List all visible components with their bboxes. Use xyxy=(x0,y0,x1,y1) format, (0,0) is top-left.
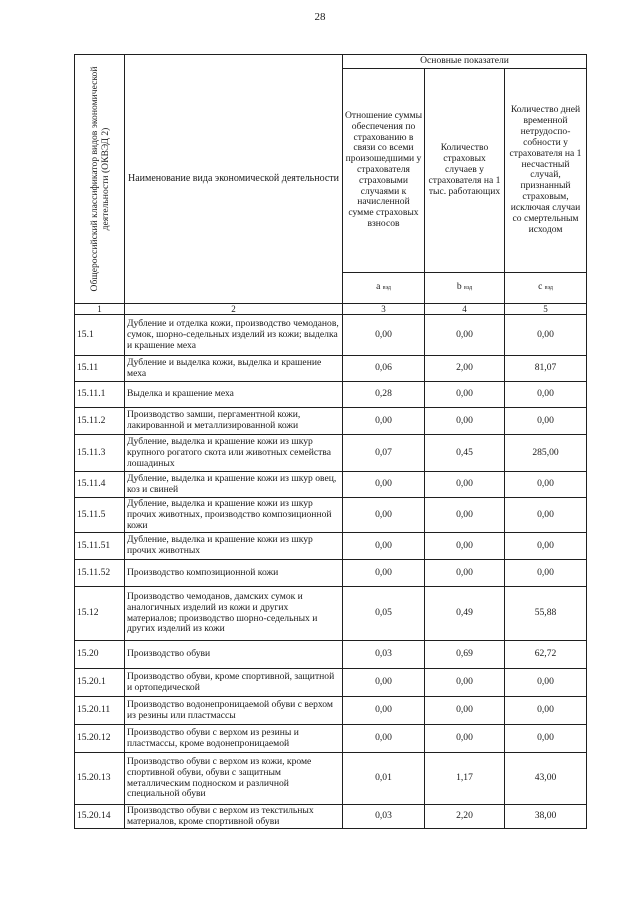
row-value-a: 0,00 xyxy=(343,533,425,560)
row-name: Производство обуви с верхом из текстильных материалов, кроме спортивной обуви xyxy=(125,805,343,829)
row-value-a: 0,00 xyxy=(343,560,425,587)
header-col4: Количество страховых случаев у страхователя на 1 тыс. работающих xyxy=(425,69,505,273)
row-value-b: 0,00 xyxy=(425,725,505,753)
header-col5: Количество дней временной нетрудоспо-собности у страхователя на 1 несчастный случай, признанный страховым, исключая случаи со смертельным исходом xyxy=(505,69,587,273)
row-value-b: 0,49 xyxy=(425,587,505,641)
row-value-a: 0,00 xyxy=(343,498,425,533)
table-row xyxy=(75,725,587,753)
row-name: Дубление, выделка и крашение кожи из шкур овец, коз и свиней xyxy=(125,472,343,498)
row-value-b: 2,20 xyxy=(425,805,505,829)
row-value-a: 0,05 xyxy=(343,587,425,641)
row-value-b: 0,00 xyxy=(425,408,505,435)
table-row xyxy=(75,435,587,472)
row-code: 15.11.51 xyxy=(75,533,125,560)
table-row xyxy=(75,533,587,560)
row-code: 15.1 xyxy=(75,315,125,356)
row-name: Дубление и отделка кожи, производство чемоданов, сумок, шорно-седельных изделий из кожи; выделка и крашение меха xyxy=(125,315,343,356)
row-code: 15.11.3 xyxy=(75,435,125,472)
table-row xyxy=(75,356,587,382)
row-value-a: 0,00 xyxy=(343,472,425,498)
row-value-c: 0,00 xyxy=(505,669,587,697)
row-value-c: 285,00 xyxy=(505,435,587,472)
header-main-indicators: Основные показатели xyxy=(343,55,587,69)
row-code: 15.11.5 xyxy=(75,498,125,533)
row-value-a: 0,00 xyxy=(343,697,425,725)
header-activity-name: Наименование вида экономической деятельности xyxy=(125,55,343,304)
row-value-c: 38,00 xyxy=(505,805,587,829)
row-value-b: 0,00 xyxy=(425,697,505,725)
row-value-c: 0,00 xyxy=(505,408,587,435)
row-value-b: 0,69 xyxy=(425,641,505,669)
row-name: Производство композиционной кожи xyxy=(125,560,343,587)
column-number: 1 xyxy=(75,304,125,315)
row-value-a: 0,00 xyxy=(343,669,425,697)
row-code: 15.20.12 xyxy=(75,725,125,753)
header-sym5: c вэд xyxy=(505,272,587,303)
row-value-a: 0,00 xyxy=(343,725,425,753)
row-name: Производство обуви, кроме спортивной, защитной и ортопедической xyxy=(125,669,343,697)
row-value-c: 0,00 xyxy=(505,382,587,408)
row-code: 15.11.52 xyxy=(75,560,125,587)
row-code: 15.20.1 xyxy=(75,669,125,697)
row-value-b: 0,00 xyxy=(425,533,505,560)
row-value-a: 0,28 xyxy=(343,382,425,408)
row-value-c: 0,00 xyxy=(505,697,587,725)
column-number: 4 xyxy=(425,304,505,315)
table-body xyxy=(75,315,587,829)
row-code: 15.20.13 xyxy=(75,753,125,805)
row-code: 15.20.11 xyxy=(75,697,125,725)
row-name: Производство обуви с верхом из кожи, кроме спортивной обуви, обуви с защитным металлическим подноском и различной специальной обуви xyxy=(125,753,343,805)
row-value-c: 55,88 xyxy=(505,587,587,641)
column-number: 5 xyxy=(505,304,587,315)
row-name: Дубление, выделка и крашение кожи из шкур прочих животных xyxy=(125,533,343,560)
table-row xyxy=(75,408,587,435)
page-number: 28 xyxy=(314,11,326,23)
table-row xyxy=(75,560,587,587)
row-name: Производство чемоданов, дамских сумок и аналогичных изделий из кожи и других материалов; производство шорно-седельных и других изделий из кожи xyxy=(125,587,343,641)
row-value-a: 0,03 xyxy=(343,641,425,669)
header-sym4: b вэд xyxy=(425,272,505,303)
header-okved-text: Общероссийский классификатор видов экономической деятельности (ОКВЭД 2) xyxy=(88,66,111,292)
row-code: 15.12 xyxy=(75,587,125,641)
row-value-c: 0,00 xyxy=(505,725,587,753)
row-value-c: 43,00 xyxy=(505,753,587,805)
table-row xyxy=(75,382,587,408)
row-code: 15.11 xyxy=(75,356,125,382)
row-value-b: 0,45 xyxy=(425,435,505,472)
table-row xyxy=(75,472,587,498)
row-name: Дубление, выделка и крашение кожи из шкур крупного рогатого скота или животных семейства лошадиных xyxy=(125,435,343,472)
row-name: Дубление, выделка и крашение кожи из шкур прочих животных, производство композиционной кожи xyxy=(125,498,343,533)
row-value-b: 2,00 xyxy=(425,356,505,382)
row-value-a: 0,07 xyxy=(343,435,425,472)
column-numbers-row xyxy=(75,304,587,315)
row-code: 15.11.4 xyxy=(75,472,125,498)
row-name: Выделка и крашение меха xyxy=(125,382,343,408)
row-value-c: 81,07 xyxy=(505,356,587,382)
row-name: Производство обуви с верхом из резины и пластмассы, кроме водонепроницаемой xyxy=(125,725,343,753)
row-name: Производство обуви xyxy=(125,641,343,669)
table-row xyxy=(75,498,587,533)
row-name: Дубление и выделка кожи, выделка и крашение меха xyxy=(125,356,343,382)
row-value-a: 0,00 xyxy=(343,408,425,435)
table-row xyxy=(75,697,587,725)
row-value-c: 62,72 xyxy=(505,641,587,669)
column-number: 2 xyxy=(125,304,343,315)
row-value-c: 0,00 xyxy=(505,560,587,587)
row-value-b: 0,00 xyxy=(425,498,505,533)
header-col3: Отношение суммы обеспечения по страхованию в связи со всеми произошедшими у страхователя страховыми случаями к начисленной сумме страховых взносов xyxy=(343,69,425,273)
row-value-a: 0,00 xyxy=(343,315,425,356)
row-name: Производство замши, пергаментной кожи, лакированной и металлизированной кожи xyxy=(125,408,343,435)
table-row xyxy=(75,587,587,641)
row-value-b: 0,00 xyxy=(425,315,505,356)
row-value-b: 0,00 xyxy=(425,382,505,408)
row-value-b: 1,17 xyxy=(425,753,505,805)
indicators-table xyxy=(74,54,587,829)
row-value-b: 0,00 xyxy=(425,560,505,587)
row-value-c: 0,00 xyxy=(505,498,587,533)
table-row xyxy=(75,669,587,697)
table-row xyxy=(75,641,587,669)
table-row xyxy=(75,805,587,829)
column-number: 3 xyxy=(343,304,425,315)
row-code: 15.20.14 xyxy=(75,805,125,829)
header-sym3: а вэд xyxy=(343,272,425,303)
row-value-a: 0,03 xyxy=(343,805,425,829)
row-value-c: 0,00 xyxy=(505,472,587,498)
row-code: 15.11.1 xyxy=(75,382,125,408)
row-value-c: 0,00 xyxy=(505,315,587,356)
table-row xyxy=(75,315,587,356)
header-okved xyxy=(75,55,125,304)
row-name: Производство водонепроницаемой обуви с верхом из резины или пластмассы xyxy=(125,697,343,725)
row-code: 15.11.2 xyxy=(75,408,125,435)
row-value-a: 0,06 xyxy=(343,356,425,382)
row-code: 15.20 xyxy=(75,641,125,669)
row-value-b: 0,00 xyxy=(425,472,505,498)
row-value-a: 0,01 xyxy=(343,753,425,805)
table-row xyxy=(75,753,587,805)
row-value-b: 0,00 xyxy=(425,669,505,697)
row-value-c: 0,00 xyxy=(505,533,587,560)
